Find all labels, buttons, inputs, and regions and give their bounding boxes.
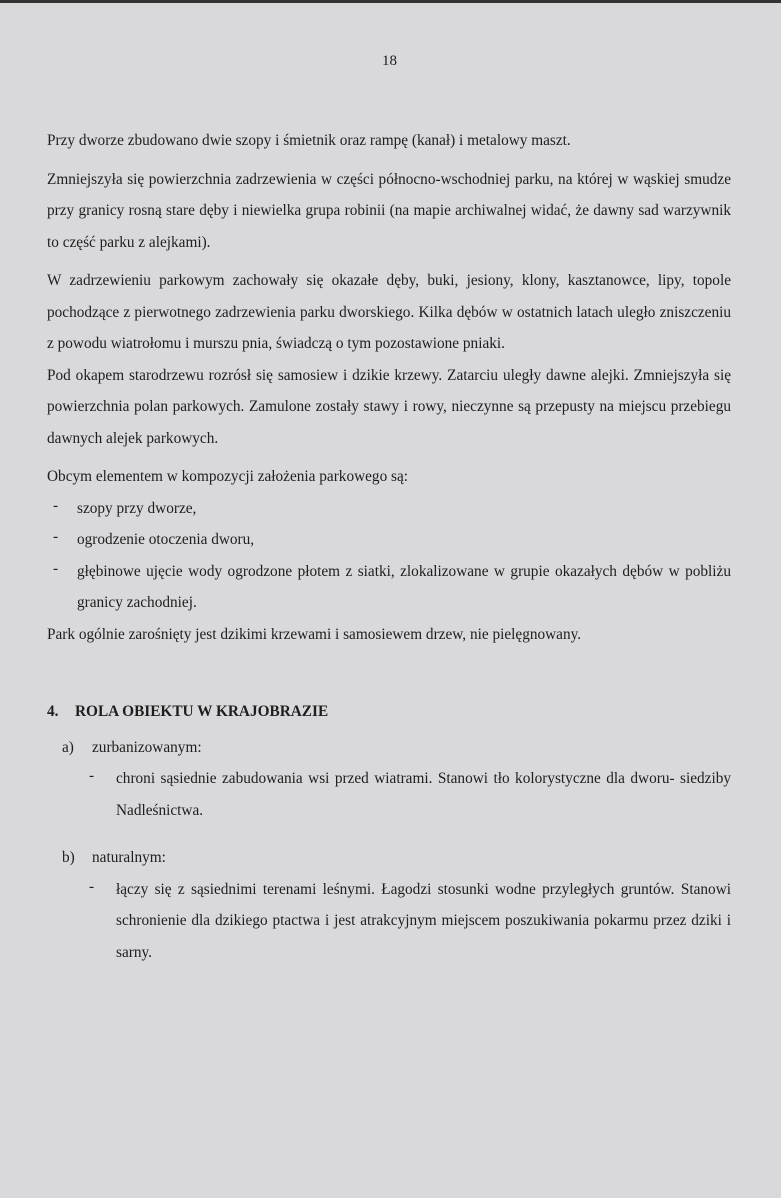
subsection-list bbox=[62, 874, 731, 969]
section-title: ROLA OBIEKTU W KRAJOBRAZIE bbox=[75, 703, 329, 720]
list-item: - łączy się z sąsiednimi terenami leśnymi. Łagodzi stosunki wodne przyległych gruntów. Stanowi schronienie dla dzikiego ptactwa i jest atrakcyjnym miejscem poszukiwania pokarmu przez dziki i sarny. bbox=[62, 874, 731, 969]
list-item: - chroni sąsiednie zabudowania wsi przed wiatrami. Stanowi tło kolorystyczne dla dworu- siedziby Nadleśnictwa. bbox=[62, 763, 731, 826]
paragraph-overgrowth: Pod okapem starodrzewu rozrósł się samosiew i dzikie krzewy. Zatarciu uległy dawne alejki. Zmniejszyła się powierzchnia polan parkowych. Zamulone zostały stawy i rowy, nieczynne są przepusty na miejscu przebiegu dawnych alejek parkowych. bbox=[47, 366, 731, 447]
list-item: - szopy przy dworze, bbox=[47, 493, 731, 525]
subsection-letter: b) bbox=[62, 849, 75, 866]
section-number: 4. bbox=[47, 703, 59, 720]
subsection-list bbox=[62, 763, 731, 826]
list-item: - ogrodzenie otoczenia dworu, bbox=[47, 524, 731, 556]
subsection-label bbox=[62, 732, 731, 764]
foreign-elements-list bbox=[47, 493, 731, 619]
subsection-urbanized bbox=[47, 732, 731, 827]
paragraph-park-condition: Park ogólnie zarośnięty jest dzikimi krzewami i samosiewem drzew, nie pielęgnowany. bbox=[47, 625, 582, 643]
page-number: 18 bbox=[382, 53, 397, 69]
paragraph-foreign-elements-intro: Obcym elementem w kompozycji założenia parkowego są: bbox=[47, 468, 409, 485]
subsection-letter: a) bbox=[62, 738, 74, 756]
paragraph-outbuildings: Przy dworze zbudowano dwie szopy i śmietnik oraz rampę (kanał) i metalowy maszt. bbox=[47, 132, 571, 149]
subsection-label bbox=[62, 842, 731, 874]
paragraph-tree-cover-reduction: Zmniejszyła się powierzchnia zadrzewienia w części północno-wschodniej parku, na której w wąskiej smudze przy granicy rosną stare dęby i niewielka grupa robinii (na mapie archiwalnej widać, że dawny sad warzywnik to część parku z alejkami). bbox=[47, 170, 731, 251]
section-heading bbox=[47, 696, 731, 728]
list-item: - głębinowe ujęcie wody ogrodzone płotem z siatki, zlokalizowane w grupie okazałych dębów w pobliżu granicy zachodniej. bbox=[47, 556, 731, 619]
page-content bbox=[47, 125, 731, 968]
paragraph-preserved-trees: W zadrzewieniu parkowym zachowały się okazałe dęby, buki, jesiony, klony, kasztanowce, lipy, topole pochodzące z pierwotnego zadrzewienia parku dworskiego. Kilka dębów w ostatnich latach uległo zniszczeniu z powodu wiatrołomu i murszu pnia, świadczą o tym pozostawione pniaki. bbox=[47, 272, 731, 352]
subsection-title: zurbanizowanym: bbox=[92, 738, 202, 756]
subsection-natural bbox=[47, 842, 731, 968]
subsection-title: naturalnym: bbox=[92, 849, 166, 866]
